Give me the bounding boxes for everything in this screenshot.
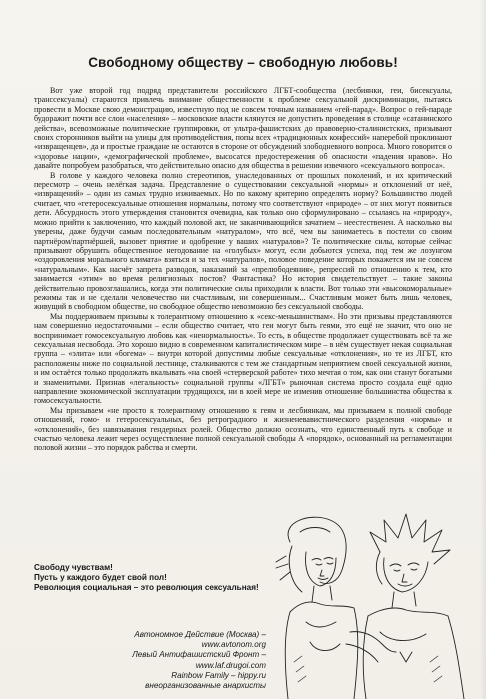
signatures-block xyxy=(70,630,266,691)
signature-org-2: Левый Антифашистский Фронт – xyxy=(132,650,266,660)
slogan-3: Революция социальная – это революция сексуальная! xyxy=(34,583,259,592)
scan-shadow-edge xyxy=(480,0,486,699)
signature-url-1: www.avtonom.org xyxy=(201,640,266,650)
article-body xyxy=(34,86,452,453)
paragraph-2: В голове у каждого человека полно стереотипов, унаследованных от прошлых поколений, и их критический пересмотр – очень нелёгкая задача. Представление о существовании сексуальной «нормы» и отклонений от неё, «извращений» – один из самых трудно изживаемых. Но по какому критерию определять норму? Большинство людей считает, что «гетеросексуальные отношения нормальны, потому что соответствуют «природе» – от них могут появиться дети. Абсурдность этого утверждения становится очевидна, как только оно сформулировано – ссылаясь на «природу», можно прийти к заключению, что каждый половой акт, не заканчивающийся зачатием – неестественен. А насколько вы уверены, даже будучи самым последовательным «натуралом», что всё, чем вы занимаетесь в постели со своим партнёром/партнёршей, вызовет приятие и одобрение у ваших «натуралов»? Те политические силы, которые сейчас призывают обрушить общественное негодование на «голубых» могут, если добьются успеха, под тем же лозунгом «оздоровления морального климата» взяться и за тех «натуралов», половое поведение которых покажется им не совсем «натуральным». Как насчёт запрета разводов, наказаний за «прелюбодеяния», репрессий по отношению к тем, кто занимается «этим» во время религиозных постов? Фантастика? Но история свидетельствует – такие законы действительно провозглашались, когда эти политические силы приходили к власти. Вот только эти «высокоморальные» режимы так и не сделали человечество ни счастливым, ни совершенным... Счастливым может быть лишь человек, живущий в свободном обществе, но свободное общество невозможно без сексуальной свободы. xyxy=(34,170,452,312)
paragraph-4: Мы призываем «не просто к толерантному отношению к геям и лесбиянкам, мы призываем к полной свободе отношений, гомо- и гетеросексуальных, без ретроградного и жизненевавистнического разделения «нормы» и «отклонений», без навязывания гендерных ролей. Общество должно осознать, что единственный путь к свободе и счастью человека лежит через осуществление полной сексуальной свободы А «порядок», основанный на регламентации половой жизни – это порядок рабства и смерти. xyxy=(34,405,452,453)
slogan-2: Пусть у каждого будет свой пол! xyxy=(34,573,167,582)
signature-org-4: внеорганизованные анархисты xyxy=(145,681,266,691)
signature-org-3: Rainbow Family – hippy.ru xyxy=(171,670,266,680)
slogan-1: Свободу чувствам! xyxy=(34,563,113,572)
two-women-illustration xyxy=(250,512,480,699)
page-title: Свободному обществу – свободную любовь! xyxy=(88,55,398,70)
paragraph-3: Мы поддерживаем призывы к толерантному отношению к «секс-меньшинствам». Но эти призывы представляются нам совершенно недостаточными – если общество считает, что геи могут быть геями, это ещё не значит, что оно не воспринимает гомосексуальную любовь как «ненормальность». То есть, в обществе продолжает существовать всё та же сексуальная несвобода. Это хорошо видно в современном капиталистическом мире – в нём существует некая социальная группа – «элита» или «богема» – внутри которой допустимы любые сексуальные «отклонения», но те из ЛГБТ, кто расположены ниже по социальной лестнице, сталкиваются с тем же стандартным неприятием своей сексуальной жизни, и им остаётся только продолжать вкалывать «на своей «стерверской работе» тихо мечтая о том, как они станут богатыми и знаменитыми. Признав «легальность» социальной группы «ЛГБТ» рыночная система просто создала ещё одно направление экономической эксплуатации трудящихся, ни в коей мере не изменив отношение большинства общества к гомосексуальности. xyxy=(34,311,452,406)
paragraph-1: Вот уже второй год подряд представители российского ЛГБТ-сообщества (лесбиянки, геи, бисексуалы, транссексуалы) стараются привлечь внимание общественности к проблеме сексуальной дискриминации, пытаясь провести в Москве свою демонстрацию, известную под не совсем точным названием «гей-парад». Вопрос о гей-параде будоражит почти все слои «населения» – московские власти клянутся не допустить проведения в столице «сатанинского действа», всевозможные политические группировки, от ультра-фашистских до правоверно-сталинистских, призывают своих сторонников выйти на улицы для противодействия, попы всех «традиционных конфессий» наперебой проклинают «извращенцев», да и простые граждане не остаются в стороне от обсуждений злободневного вопроса. Много говорится о «здоровье нации», «демографической проблеме», высосатся предостережения об опасности «падения нравов». Но давайте попробуем разобраться, что действительно опасно для общества в решении извечного «сексуального вопроса». xyxy=(34,86,452,171)
signature-org-1: Автономное Действие (Москва) – xyxy=(134,630,266,639)
signature-url-2: www.laf.drugoi.com xyxy=(195,660,266,670)
